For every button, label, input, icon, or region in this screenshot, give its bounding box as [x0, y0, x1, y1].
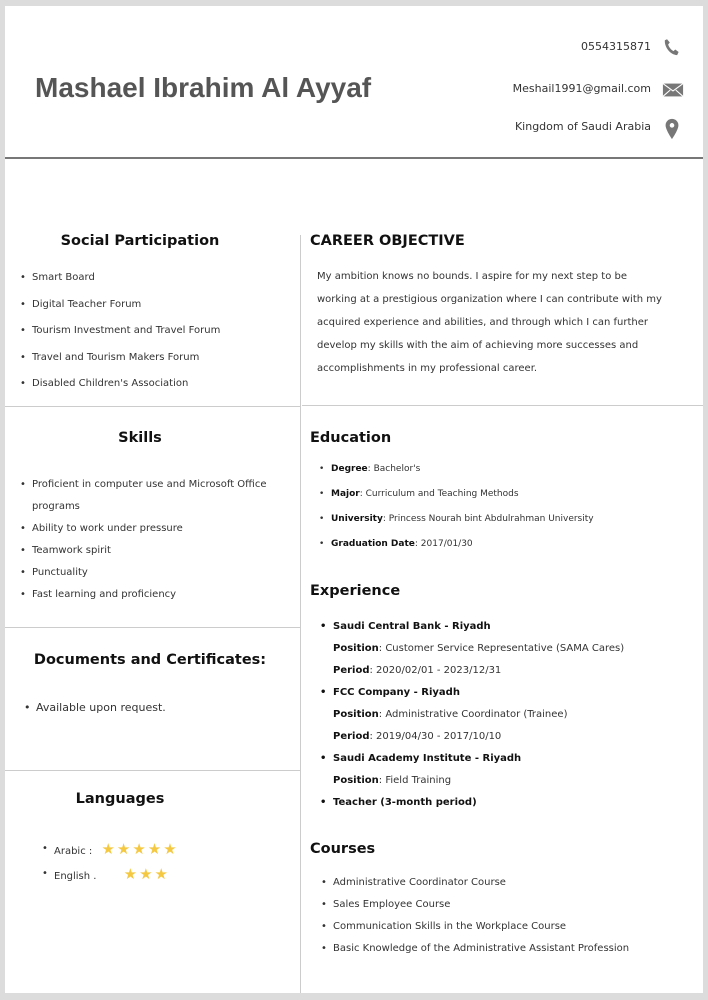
experience-position: Position: Field Training [333, 775, 452, 786]
list-item: • Travel and Tourism Makers Forum [32, 345, 220, 372]
education-list [331, 457, 594, 557]
language-item-english [54, 863, 179, 888]
field-value: : Bachelor's [367, 464, 421, 474]
section-divider [5, 770, 300, 771]
skills-heading: Skills [118, 430, 162, 446]
list-item: • Basic Knowledge of the Administrative Assistant Profession [333, 938, 629, 960]
phone-icon [661, 37, 683, 59]
education-item [331, 532, 594, 557]
list-item: • Tourism Investment and Travel Forum [32, 318, 220, 345]
phone-number: 0554315871 [581, 40, 651, 53]
list-item: • Proficient in computer use and Microsoft Office [32, 474, 287, 496]
column-divider [300, 235, 301, 993]
list-item: • Punctuality [32, 562, 287, 584]
field-label: Graduation Date [331, 539, 415, 549]
experience-org: • Saudi Central Bank - Riyadh [333, 616, 624, 638]
education-heading: Education [310, 430, 392, 446]
courses-heading: Courses [310, 841, 376, 857]
documents-heading: Documents and Certificates: [33, 652, 267, 668]
list-item: • Available upon request. [36, 701, 166, 714]
star-rating: ★★★★★ [101, 840, 179, 858]
language-label: English . [54, 871, 97, 882]
list-item-continuation: programs [32, 501, 80, 512]
career-objective-text: My ambition knows no bounds. I aspire for my next step to be working at a prestigious organization where I can contribute with my acquired experience and abilities, and through which I can further develop my skills with the aim of achieving more successes and accomplishments in my professional career. [317, 271, 662, 374]
field-value: : Princess Nourah bint Abdulrahman University [382, 514, 594, 524]
languages-list [54, 838, 179, 888]
list-item: • Digital Teacher Forum [32, 292, 220, 319]
list-item: • Sales Employee Course [333, 894, 629, 916]
field-value: : 2017/01/30 [414, 539, 473, 549]
documents-list [36, 701, 166, 714]
experience-list [333, 616, 624, 814]
location-pin-icon [661, 116, 683, 138]
list-item: • Teamwork spirit [32, 540, 287, 562]
resume-page [5, 6, 703, 993]
mail-icon [661, 79, 683, 101]
list-item: • Smart Board [32, 265, 220, 292]
experience-period: Period: 2019/04/30 - 2017/10/10 [333, 731, 502, 742]
education-item [331, 482, 594, 507]
field-label: University [331, 514, 383, 524]
list-item: • Administrative Coordinator Course [333, 872, 629, 894]
field-label: Degree [331, 464, 368, 474]
social-participation-heading: Social Participation [60, 233, 220, 249]
language-item-arabic [54, 838, 179, 863]
courses-list [333, 872, 629, 960]
section-divider [5, 406, 300, 407]
star-rating: ★★★ [123, 865, 170, 883]
list-item: • Disabled Children's Association [32, 371, 220, 398]
section-divider [302, 405, 703, 406]
field-label: Major [331, 489, 360, 499]
career-objective-heading: CAREER OBJECTIVE [310, 233, 465, 249]
list-item: • Ability to work under pressure [32, 518, 287, 540]
section-divider [5, 627, 300, 628]
experience-org: • Saudi Academy Institute - Riyadh [333, 748, 624, 770]
experience-position: Position: Customer Service Representative (SAMA Cares) [333, 643, 625, 654]
experience-heading: Experience [310, 583, 401, 599]
languages-heading: Languages [75, 791, 165, 807]
experience-org: • Teacher (3-month period) [333, 792, 624, 814]
list-item: • Fast learning and proficiency [32, 584, 287, 606]
field-value: : Curriculum and Teaching Methods [359, 489, 519, 499]
experience-position: Position: Administrative Coordinator (Trainee) [333, 709, 568, 720]
experience-period: Period: 2020/02/01 - 2023/12/31 [333, 665, 502, 676]
candidate-name: Mashael Ibrahim Al Ayyaf [35, 72, 372, 103]
header-divider [5, 157, 703, 159]
language-label: Arabic : [54, 846, 93, 857]
skills-list [32, 474, 287, 606]
social-participation-list [32, 265, 220, 398]
experience-org: • FCC Company - Riyadh [333, 682, 624, 704]
list-item: • Communication Skills in the Workplace Course [333, 916, 629, 938]
education-item [331, 457, 594, 482]
email-address: Meshail1991@gmail.com [512, 82, 651, 95]
education-item [331, 507, 594, 532]
location: Kingdom of Saudi Arabia [514, 120, 651, 133]
